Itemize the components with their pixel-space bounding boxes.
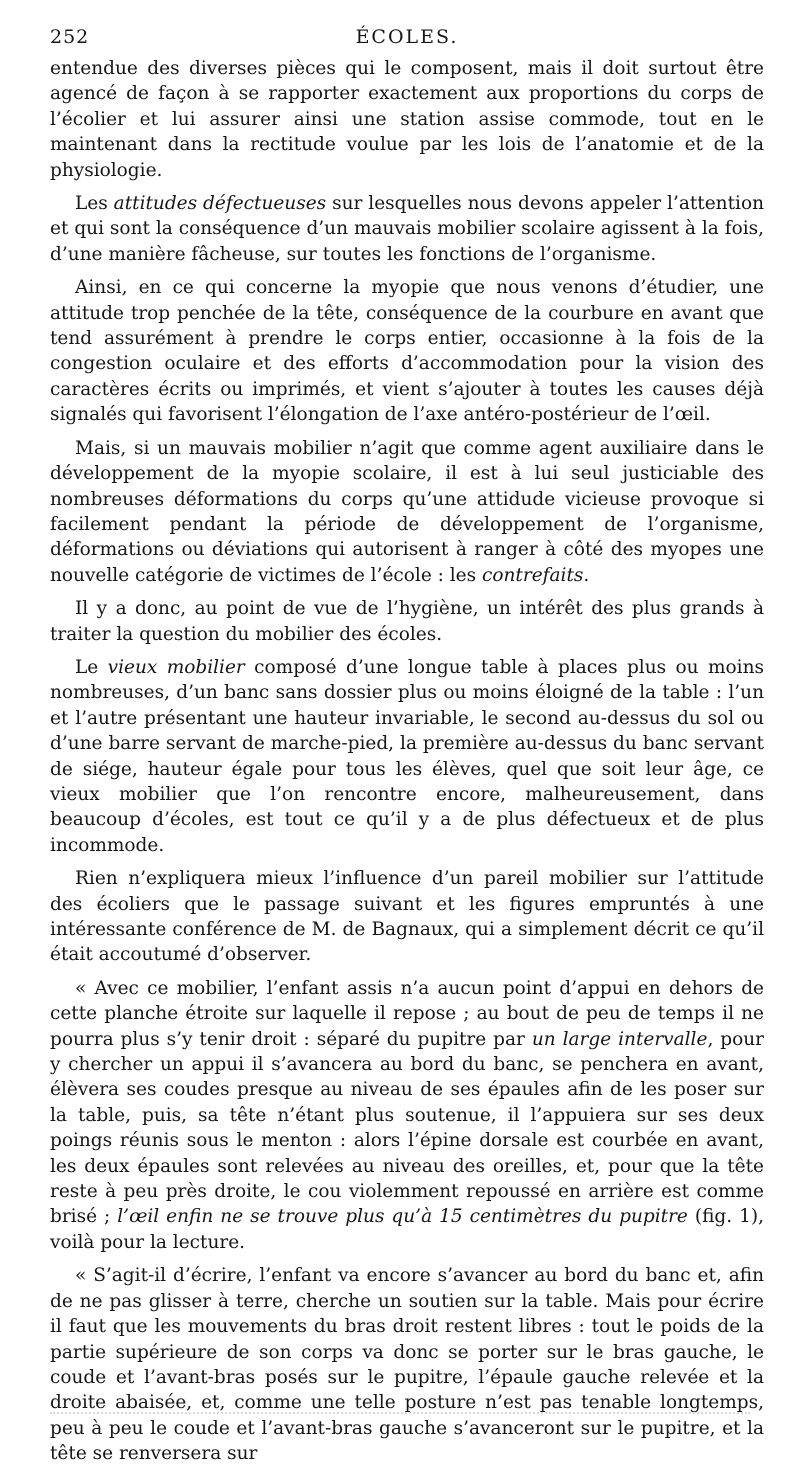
italic-phrase: l’œil enfin ne se trouve plus qu’à 15 centimètres du pupitre (117, 1206, 688, 1228)
body-text (50, 56, 764, 1467)
text-segment: entendue des diverses pièces qui le composent, mais il doit surtout être agencé de façon à se rapporter exactement aux proportions du corps de l’écolier et lui assurer ainsi une station assise commode, tout en le maintenant dans la rectitude voulue par les lois de l’anatomie et de la physiologie. (50, 58, 764, 181)
paragraph (50, 1263, 764, 1466)
text-segment: composé d’une longue table à places plus ou moins nombreuses, d’un banc sans dossier plus ou moins éloigné de la table : l’un et l’autre présentant une hauteur invariable, le second au-dessus du sol ou d’une barre servant de marche-pied, la première au-dessus du banc servant de siége, hauteur égale pour tous les élèves, quel que soit leur âge, ce vieux mobilier que l’on rencontre encore, malheureusement, dans beaucoup d’écoles, est tout ce qu’il y a de plus défectueux et de plus incommode. (50, 656, 764, 856)
paragraph (50, 596, 764, 647)
paragraph (50, 436, 764, 588)
text-segment: , pour y chercher un appui il s’avancera au bord du banc, se penchera en avant, élèvera ses coudes presque au niveau de ses épaules afin de les poser sur la table, puis, sa tête n’étant plus soutenue, il l’appuiera sur ses deux poings réunis sous le menton : alors l’épine dorsale est courbée en avant, les deux épaules sont relevées au niveau des oreilles, et, pour que la tête reste à peu près droite, le cou violemment repoussé en arrière est comme brisé ; (50, 1028, 764, 1228)
italic-phrase: vieux mobilier (107, 656, 245, 678)
text-segment: (fig. 1), voilà pour la lecture. (50, 1206, 764, 1253)
running-title: ÉCOLES. (355, 26, 459, 48)
paragraph (50, 866, 764, 968)
paragraph (50, 275, 764, 427)
text-segment: Mais, si un mauvais mobilier n’agit que comme agent auxiliaire dans le développement de la myopie scolaire, il est à lui seul justiciable des nombreuses déformations du corps qu’une attidude vicieuse provoque si facilement pendant la période de développement de l’organisme, déformations ou déviations qui autorisent à ranger à côté des myopes une nouvelle catégorie de victimes de l’école : les (50, 437, 764, 586)
text-segment: Le (75, 656, 108, 678)
paragraph (50, 56, 764, 183)
text-segment: sur lesquelles nous devons appeler l’attention et qui sont la conséquence d’un mauvais mobilier scolaire agissent à la fois, d’une manière fâcheuse, sur toutes les fonctions de l’organisme. (50, 193, 764, 265)
paragraph (50, 655, 764, 858)
italic-phrase: contrefaits. (482, 564, 590, 586)
text-segment: Les (75, 193, 114, 215)
text-segment: « Avec ce mobilier, l’enfant assis n’a aucun point d’appui en dehors de cette planche étroite sur laquelle il repose ; au bout de peu de temps il ne pourra plus s’y tenir droit : séparé du pupitre par (50, 977, 764, 1050)
page-number: 252 (50, 26, 90, 48)
italic-phrase: un large intervalle (531, 1028, 708, 1050)
text-segment: « S’agit-il d’écrire, l’enfant va encore s’avancer au bord du banc et, afin de ne pas glisser à terre, cherche un soutien sur la table. Mais pour écrire il faut que les mouvements du bras droit restent libres : tout le poids de la partie supérieure de son corps va donc se porter sur le bras gauche, le coude et l’avant-bras posés sur le pupitre, l’épaule gauche relevée et la droite abaisée, et, comme une telle posture n’est pas tenable longtemps, peu à peu le coude et l’avant-bras gauche s’avanceront sur le pupitre, et la tête se renversera sur (50, 1265, 764, 1465)
book-page (50, 26, 764, 1475)
faint-bleed-through-line (50, 1412, 750, 1420)
page-header (50, 26, 764, 56)
text-segment: Il y a donc, au point de vue de l’hygiène, un intérêt des plus grands à traiter la question du mobilier des écoles. (50, 598, 764, 645)
text-segment: Ainsi, en ce qui concerne la myopie que nous venons d’étudier, une attitude trop penchée de la tête, conséquence de la courbure en avant que tend assurément à prendre le corps entier, occasionne à la fois de la congestion oculaire et des efforts d’accommodation pour la vision des caractères écrits ou imprimés, et vient s’ajouter à toutes les causes déjà signalés qui favorisent l’élongation de l’axe antéro-postérieur de l’œil. (50, 277, 764, 426)
paragraph (50, 191, 764, 267)
text-segment: Rien n’expliquera mieux l’influence d’un pareil mobilier sur l’attitude des écoliers que le passage suivant et les figures empruntés à une intéressante conférence de M. de Bagnaux, qui a simplement décrit ce qu’il était accoutumé d’observer. (50, 868, 764, 966)
italic-phrase: attitudes défectueuses (113, 193, 327, 215)
paragraph (50, 976, 764, 1255)
